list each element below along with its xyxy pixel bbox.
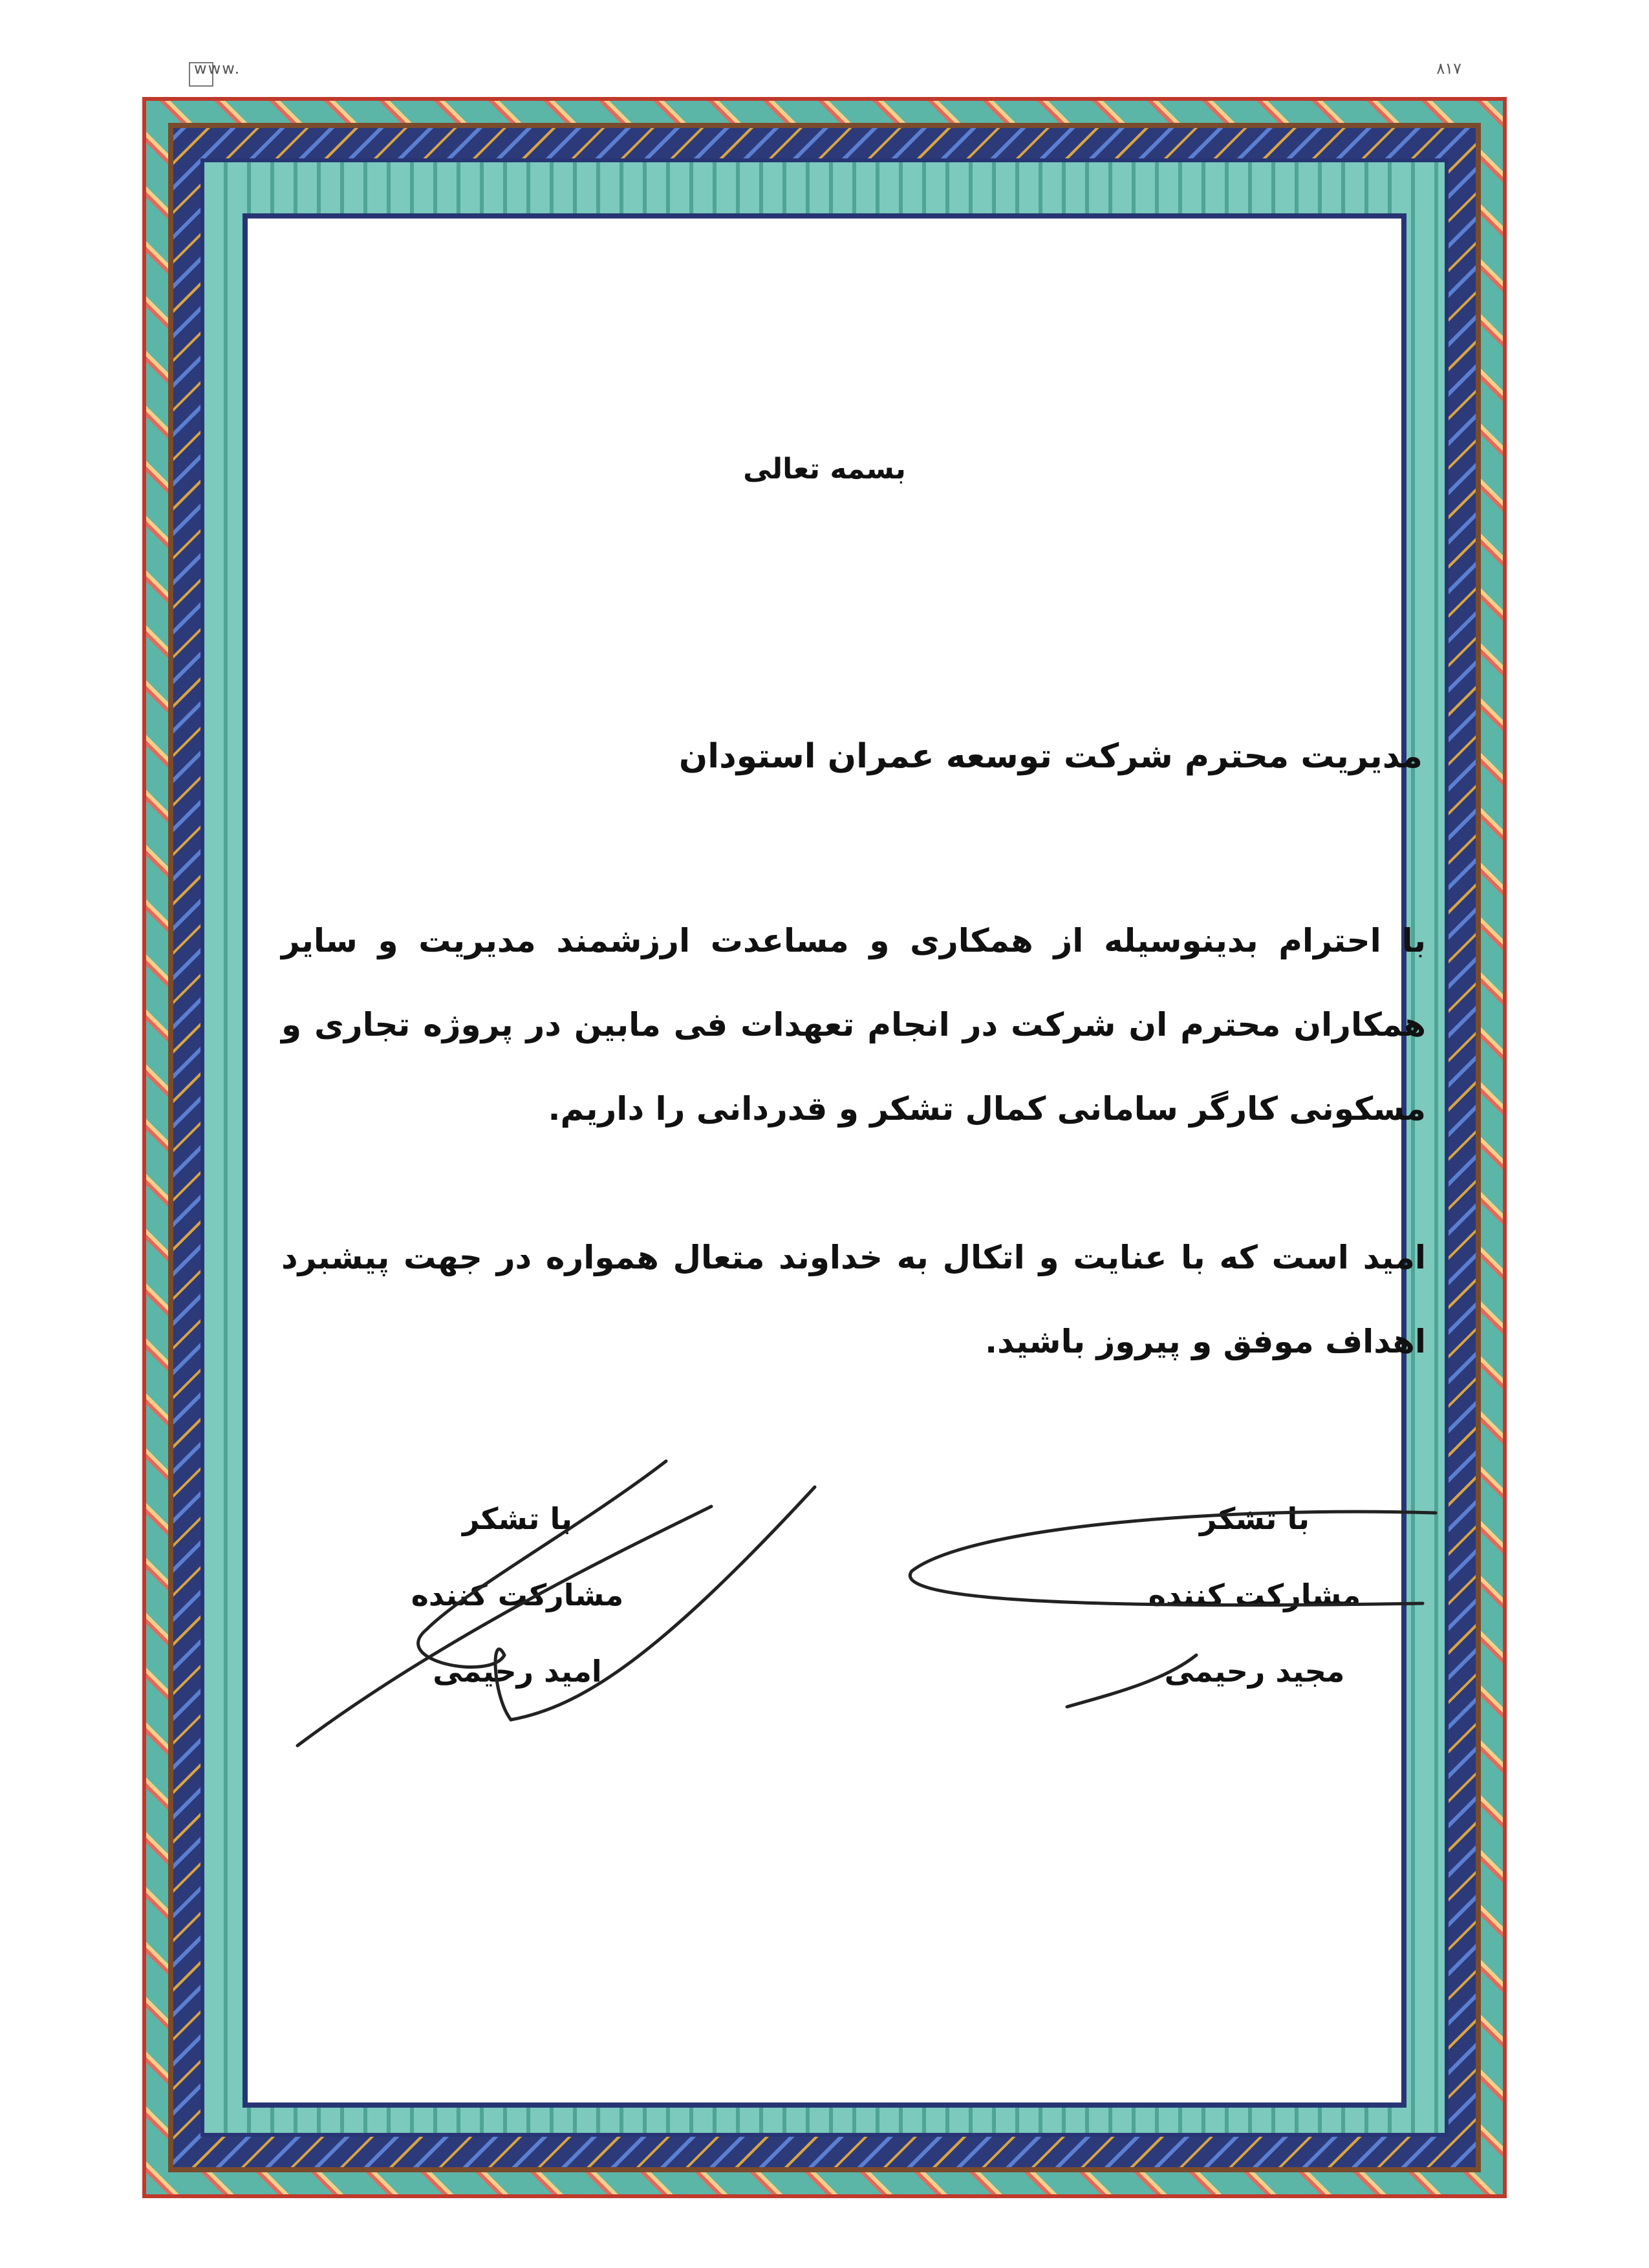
letter-paragraph-1: با احترام بدینوسیله از همکاری و مساعدت ارزشمند مدیریت و سایر همکاران محترم ان شرکت در انجام تعهدات فی مابین در پروژه تجاری و مسکونی کارگر سامانی کمال تشکر و قدردانی را داریم. [281, 922, 1426, 1128]
print-mark-left: www. [194, 59, 241, 78]
signature-name: امید رحیمی [433, 1654, 602, 1689]
signature-role: مشارکت کننده [411, 1578, 624, 1612]
signature-name: مجید رحیمی [1164, 1654, 1345, 1689]
print-mark-right: ۸۱۷ [1436, 59, 1461, 78]
signature-closing: با تشکر [462, 1501, 572, 1536]
letter-recipient: مدیریت محترم شرکت توسعه عمران استودان [678, 737, 1423, 776]
signature-closing: با تشکر [1199, 1501, 1310, 1536]
signature-scribble-right [910, 1512, 1436, 1707]
letter-basmala: بسمه تعالی [743, 453, 906, 486]
signature-scribble-left [297, 1461, 815, 1746]
signature-role: مشارکت کننده [1148, 1578, 1361, 1612]
letter-paragraph-2: امید است که با عنایت و اتکال به خداوند متعال همواره در جهت پیشبرد اهداف موفق و پیروز باشید. [281, 1239, 1426, 1360]
